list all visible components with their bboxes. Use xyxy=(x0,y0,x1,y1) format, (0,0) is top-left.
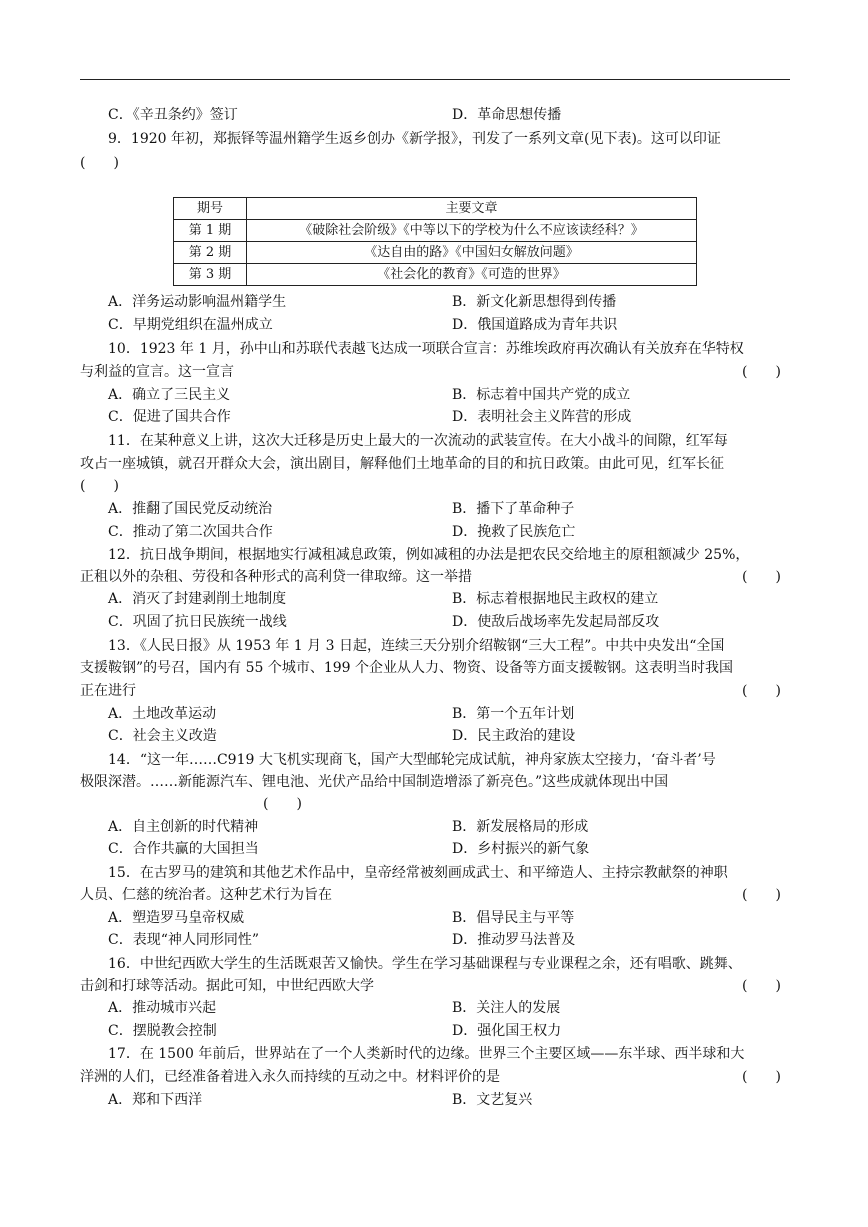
table-cell: 《破除社会阶级》《中等以下的学校为什么不应该读经科？》 xyxy=(247,220,697,242)
table-cell: 第 3 期 xyxy=(174,264,247,286)
option-c: C．《辛丑条约》签订 xyxy=(108,107,238,123)
question-14-stem-line[interactable]: ( ) xyxy=(263,796,302,812)
question-9-stem-line: 9．1920 年初，郑振铎等温州籍学生返乡创办《新学报》，刊发了一系列文章(见下表)。这可以印证 xyxy=(108,131,721,147)
option-c: C．推动了第二次国共合作 xyxy=(108,524,273,540)
option-a: A．确立了三民主义 xyxy=(108,387,231,403)
option-a: A．塑造罗马皇帝权威 xyxy=(108,910,245,926)
option-a: A．消灭了封建剥削土地制度 xyxy=(108,591,287,607)
article-table xyxy=(173,197,697,286)
header-rule xyxy=(80,79,790,80)
question-13-stem-line: 支援鞍钢”的号召，国内有 55 个城市、199 个企业从人力、物资、设备等方面支援鞍钢。这表明当时我国 xyxy=(80,660,734,676)
table-cell: 《达自由的路》《中国妇女解放问题》 xyxy=(247,242,697,264)
question-11-stem-line: ( ) xyxy=(80,478,119,494)
option-c: C．社会主义改造 xyxy=(108,728,217,744)
question-10-stem-line: 10．1923 年 1 月，孙中山和苏联代表越飞达成一项联合宣言：苏维埃政府再次确认有关放弃在华特权 xyxy=(108,341,744,357)
question-12-stem-line: 12．抗日战争期间，根据地实行减租减息政策，例如减租的办法是把农民交给地主的原租额减少 25%， xyxy=(108,547,750,563)
question-10-stem-line: 与利益的宣言。这一宣言 xyxy=(80,364,234,380)
option-d: D．使敌后战场率先发起局部反攻 xyxy=(452,614,660,630)
option-d: D．表明社会主义阵营的形成 xyxy=(452,409,632,425)
question-17-stem-line: 17．在 1500 年前后，世界站在了一个人类新时代的边缘。世界三个主要区域——东半球、西半球和大 xyxy=(108,1046,745,1062)
option-a: A．推动城市兴起 xyxy=(108,1000,217,1016)
answer-blank[interactable]: ( ) xyxy=(742,978,781,994)
option-a: A．自主创新的时代精神 xyxy=(108,819,259,835)
answer-blank[interactable]: ( ) xyxy=(742,1069,781,1085)
option-c: C．表现“神人同形同性” xyxy=(108,932,260,948)
question-15-stem-line: 15．在古罗马的建筑和其他艺术作品中，皇帝经常被刻画成武士、和平缔造人、主持宗教献祭的神职 xyxy=(108,865,728,881)
option-c: C．摆脱教会控制 xyxy=(108,1023,217,1039)
option-b: B．标志着中国共产党的成立 xyxy=(452,387,631,403)
option-d: D．强化国王权力 xyxy=(452,1023,562,1039)
question-13-stem-line: 13．《人民日报》从 1953 年 1 月 3 日起，连续三天分别介绍鞍钢“三大工程”。中共中央发出“全国 xyxy=(108,638,725,654)
option-d: D．推动罗马法普及 xyxy=(452,932,576,948)
option-b: B．文艺复兴 xyxy=(452,1092,533,1108)
table-row xyxy=(174,220,697,242)
option-a: A．郑和下西洋 xyxy=(108,1092,203,1108)
answer-blank[interactable]: ( ) xyxy=(742,683,781,699)
table-header: 期号 xyxy=(174,198,247,220)
question-11-stem-line: 攻占一座城镇，就召开群众大会，演出剧目，解释他们土地革命的目的和抗日政策。由此可见，红军长征 xyxy=(80,456,724,472)
option-d: D．乡村振兴的新气象 xyxy=(452,841,590,857)
table-header: 主要文章 xyxy=(247,198,697,220)
option-a: A．洋务运动影响温州籍学生 xyxy=(108,294,287,310)
question-17-stem-line: 洋洲的人们，已经准备着进入永久而持续的互动之中。材料评价的是 xyxy=(80,1069,500,1085)
answer-blank[interactable]: ( ) xyxy=(742,887,781,903)
option-a: A．推翻了国民党反动统治 xyxy=(108,501,273,517)
question-16-stem-line: 击剑和打球等活动。据此可知，中世纪西欧大学 xyxy=(80,978,374,994)
table-cell: 第 2 期 xyxy=(174,242,247,264)
table-row xyxy=(174,264,697,286)
table-header-row xyxy=(174,198,697,220)
option-c: C．促进了国共合作 xyxy=(108,409,231,425)
option-b: B．标志着根据地民主政权的建立 xyxy=(452,591,659,607)
option-d: D．挽救了民族危亡 xyxy=(452,524,576,540)
option-b: B．新文化新思想得到传播 xyxy=(452,294,617,310)
option-b: B．第一个五年计划 xyxy=(452,706,575,722)
option-d: D．民主政治的建设 xyxy=(452,728,576,744)
option-b: B．关注人的发展 xyxy=(452,1000,561,1016)
option-c: C．早期党组织在温州成立 xyxy=(108,317,273,333)
option-a: A．土地改革运动 xyxy=(108,706,217,722)
table-cell: 第 1 期 xyxy=(174,220,247,242)
question-14-stem-line: 14．“这一年……C919 大飞机实现商飞，国产大型邮轮完成试航，神舟家族太空接力，‘奋斗者’号 xyxy=(108,752,716,768)
table-cell: 《社会化的教育》《可造的世界》 xyxy=(247,264,697,286)
option-d: D．革命思想传播 xyxy=(452,107,562,123)
option-c: C．巩固了抗日民族统一战线 xyxy=(108,614,287,630)
question-13-stem-line: 正在进行 xyxy=(80,683,136,699)
question-11-stem-line: 11．在某种意义上讲，这次大迁移是历史上最大的一次流动的武装宣传。在大小战斗的间隙，红军每 xyxy=(108,433,728,449)
question-15-stem-line: 人员、仁慈的统治者。这种艺术行为旨在 xyxy=(80,887,332,903)
answer-blank[interactable]: ( ) xyxy=(742,569,781,585)
option-d: D．俄国道路成为青年共识 xyxy=(452,317,618,333)
question-9-stem-line: ( ) xyxy=(80,155,119,171)
answer-blank[interactable]: ( ) xyxy=(742,364,781,380)
question-14-stem-line: 极限深潜。……新能源汽车、锂电池、光伏产品给中国制造增添了新亮色。”这些成就体现出中国 xyxy=(80,774,669,790)
question-12-stem-line: 正租以外的杂租、劳役和各种形式的高利贷一律取缔。这一举措 xyxy=(80,569,472,585)
table-row xyxy=(174,242,697,264)
question-16-stem-line: 16．中世纪西欧大学生的生活既艰苦又愉快。学生在学习基础课程与专业课程之余，还有唱歌、跳舞、 xyxy=(108,956,742,972)
option-b: B．倡导民主与平等 xyxy=(452,910,575,926)
option-b: B．播下了革命种子 xyxy=(452,501,575,517)
option-b: B．新发展格局的形成 xyxy=(452,819,589,835)
option-c: C．合作共赢的大国担当 xyxy=(108,841,259,857)
